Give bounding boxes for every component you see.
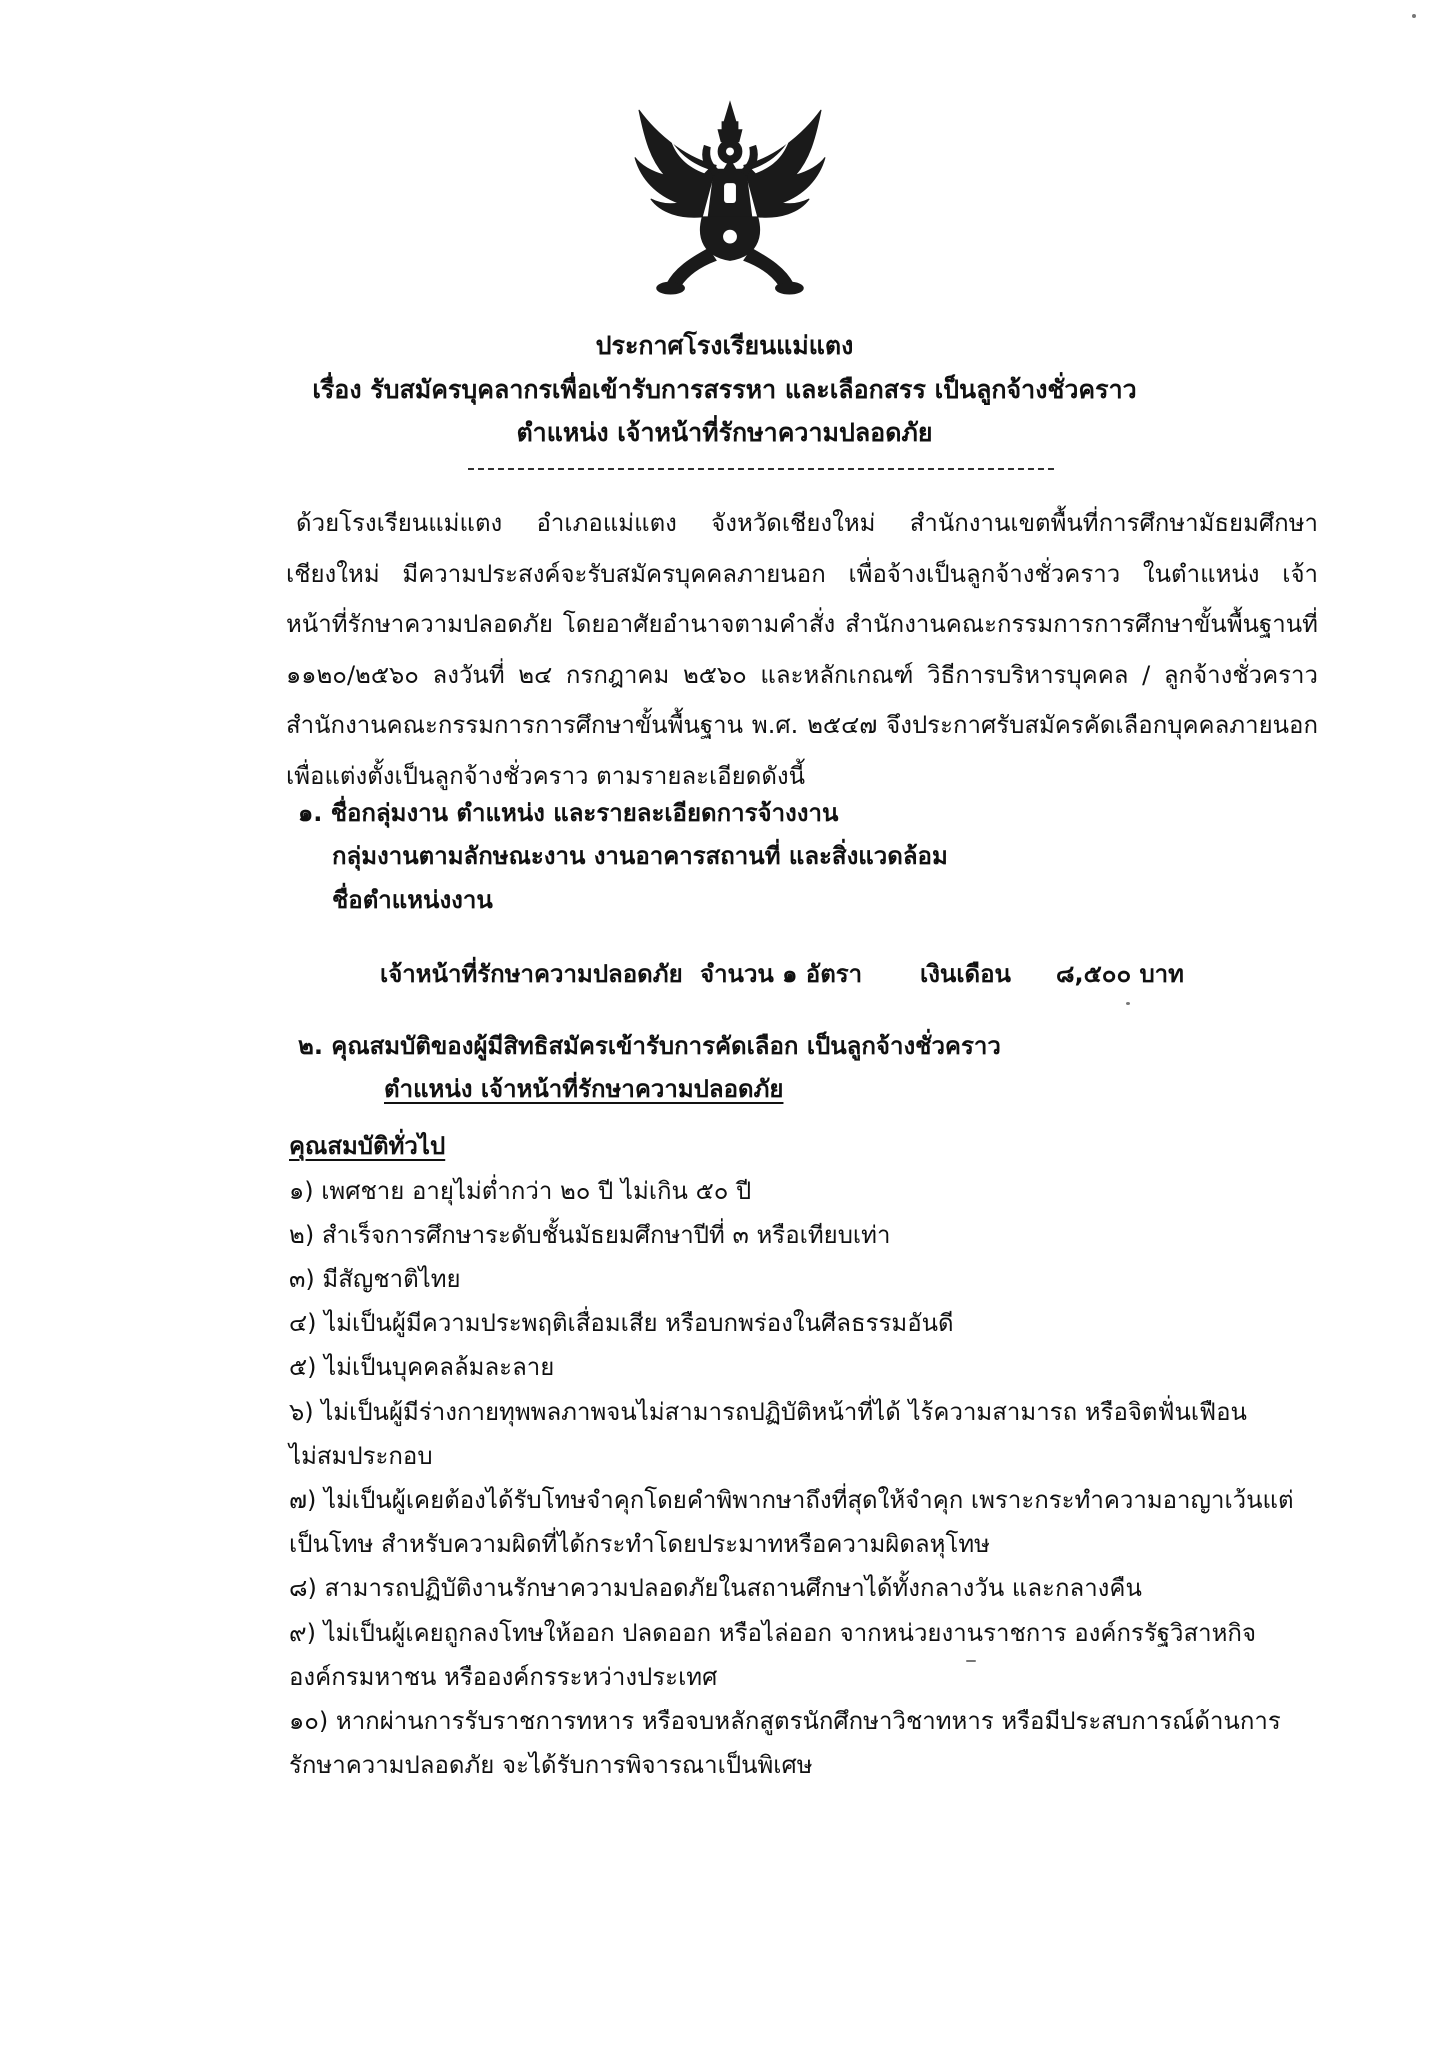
- qualification-line: ๑๐) หากผ่านการรับราชการทหาร หรือจบหลักสูตรนักศึกษาวิชาทหาร หรือมีประสบการณ์ด้านการ: [289, 1707, 1281, 1735]
- qualification-line: ๒) สำเร็จการศึกษาระดับชั้นมัธยมศึกษาปีที่ ๓ หรือเทียบเท่า: [289, 1221, 891, 1249]
- announcement-title: ประกาศโรงเรียนแม่แตง: [595, 331, 854, 360]
- intro-text: ด้วยโรงเรียนแม่แตง อำเภอแม่แตง จังหวัดเชียงใหม่ สำนักงานเขตพื้นที่การศึกษามัธยมศึกษาเชียงใหม่ มีความประสงค์จะรับสมัครบุคคลภายนอก เพื่อจ้างเป็นลูกจ้างชั่วคราว ในตำแหน่ง เจ้าหน้าที่รักษาความปลอดภัย โดยอาศัยอำนาจตามคำสั่ง สำนักงานคณะกรรมการการศึกษาขั้นพื้นฐานที่ ๑๑๒๐/๒๕๖๐ ลงวันที่ ๒๔ กรกฎาคม ๒๕๖๐ และหลักเกณฑ์ วิธีการบริหารบุคคล / ลูกจ้างชั่วคราว สำนักงานคณะกรรมการการศึกษาขั้นพื้นฐาน พ.ศ. ๒๕๔๗ จึงประกาศรับสมัครคัดเลือกบุคคลภายนอกเพื่อแต่งตั้งเป็นลูกจ้างชั่วคราว ตามรายละเอียดดังนี้: [286, 509, 1318, 790]
- qualification-line: ๔) ไม่เป็นผู้มีความประพฤติเสื่อมเสีย หรือบกพร่องในศีลธรรมอันดี: [289, 1309, 954, 1337]
- qualification-line: ๕) ไม่เป็นบุคคลล้มละลาย: [289, 1353, 555, 1381]
- section2-position: ตำแหน่ง เจ้าหน้าที่รักษาความปลอดภัย: [384, 1075, 784, 1103]
- qualification-line: ๖) ไม่เป็นผู้มีร่างกายทุพพลภาพจนไม่สามารถปฏิบัติหน้าที่ได้ ไร้ความสามารถ หรือจิตฟั่นเฟือน: [289, 1398, 1247, 1426]
- intro-paragraph: [286, 498, 1318, 801]
- announcement-position: ตำแหน่ง เจ้าหน้าที่รักษาความปลอดภัย: [516, 418, 933, 447]
- scan-speck: [1126, 1002, 1130, 1005]
- announcement-subject: เรื่อง รับสมัครบุคลากรเพื่อเข้ารับการสรรหา และเลือกสรร เป็นลูกจ้างชั่วคราว: [312, 375, 1137, 404]
- qualification-line: เป็นโทษ สำหรับความผิดที่ได้กระทำโดยประมาทหรือความผิดลหุโทษ: [289, 1530, 990, 1558]
- divider: [468, 468, 1054, 470]
- scan-speck: [966, 1660, 976, 1662]
- qualification-line: ๑) เพศชาย อายุไม่ต่ำกว่า ๒๐ ปี ไม่เกิน ๕๐ ปี: [289, 1177, 752, 1205]
- section1-position-label: ชื่อตำแหน่งงาน: [332, 886, 493, 914]
- qualification-line: รักษาความปลอดภัย จะได้รับการพิจารณาเป็นพิเศษ: [289, 1751, 813, 1779]
- salary-label: เงินเดือน: [920, 960, 1011, 988]
- qualifications-heading: คุณสมบัติทั่วไป: [289, 1132, 446, 1160]
- qualification-line: ๓) มีสัญชาติไทย: [289, 1265, 461, 1293]
- qualification-line: ๗) ไม่เป็นผู้เคยต้องได้รับโทษจำคุกโดยคำพิพากษาถึงที่สุดให้จำคุก เพราะกระทำความอาญาเว้นแต่: [289, 1486, 1294, 1514]
- section1-heading: ๑. ชื่อกลุ่มงาน ตำแหน่ง และรายละเอียดการจ้างงาน: [298, 799, 839, 827]
- qualification-line: ๘) สามารถปฏิบัติงานรักษาความปลอดภัยในสถานศึกษาได้ทั้งกลางวัน และกลางคืน: [289, 1574, 1142, 1602]
- section1-group: กลุ่มงานตามลักษณะงาน งานอาคารสถานที่ และสิ่งแวดล้อม: [332, 842, 948, 870]
- qualification-line: ๙) ไม่เป็นผู้เคยถูกลงโทษให้ออก ปลดออก หรือไล่ออก จากหน่วยงานราชการ องค์กรรัฐวิสาหกิจ: [289, 1619, 1257, 1647]
- salary-value: ๘,๕๐๐ บาท: [1056, 960, 1184, 988]
- section2-heading: ๒. คุณสมบัติของผู้มีสิทธิสมัครเข้ารับการคัดเลือก เป็นลูกจ้างชั่วคราว: [298, 1032, 1001, 1060]
- scan-speck: [1412, 14, 1416, 18]
- position-name: เจ้าหน้าที่รักษาความปลอดภัย: [380, 960, 683, 988]
- qualification-line: ไม่สมประกอบ: [289, 1442, 433, 1470]
- position-count: จำนวน ๑ อัตรา: [700, 960, 863, 988]
- garuda-emblem-icon: [631, 100, 829, 298]
- qualification-line: องค์กรมหาชน หรือองค์กรระหว่างประเทศ: [289, 1663, 718, 1691]
